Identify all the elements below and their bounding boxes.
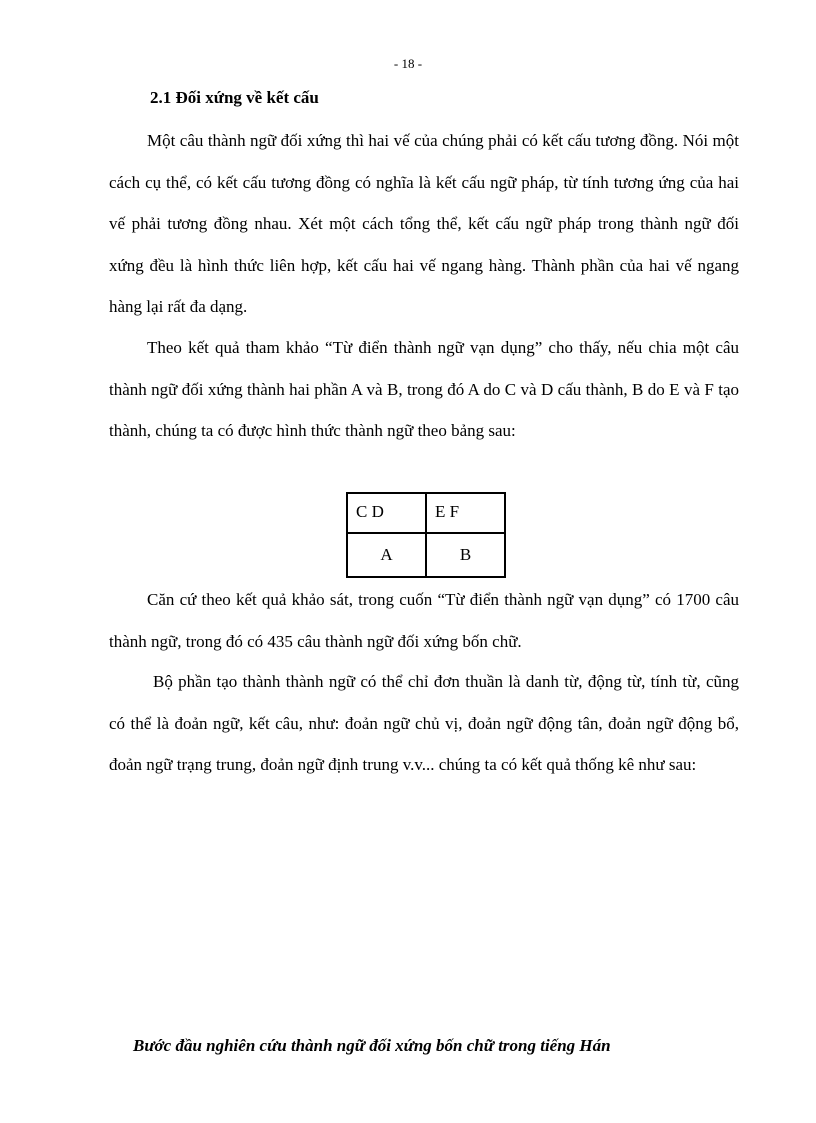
page-number: - 18 - [393, 56, 423, 71]
table-cell-b: B [426, 533, 505, 577]
section-heading: 2.1 Đối xứng về kết cấu [150, 88, 319, 107]
paragraph-structure-definition: Một câu thành ngữ đối xứng thì hai vế của chúng phải có kết cấu tương đồng. Nói một cách cụ thể, có kết cấu tương đồng có nghĩa là kết cấu ngữ pháp, từ tính tương ứng của hai vế phải tương đồng nhau. Xét một cách tổng thể, kết cấu ngữ pháp trong thành ngữ đối xứng đều là hình thức liên hợp, kết cấu hai vế ngang hàng. Thành phần của hai vế ngang hàng lại rất đa dạng. [109, 131, 739, 316]
table-row [347, 533, 505, 577]
table-cell-cd: C D [347, 493, 426, 533]
structure-table [346, 492, 506, 578]
table-cell-ef: E F [426, 493, 505, 533]
paragraph-dictionary-reference: Theo kết quả tham khảo “Từ điển thành ngữ vạn dụng” cho thấy, nếu chia một câu thành ngữ đối xứng thành hai phần A và B, trong đó A do C và D cấu thành, B do E và F tạo thành, chúng ta có được hình thức thành ngữ theo bảng sau: [109, 338, 739, 440]
table-row [347, 493, 505, 533]
paragraph-components: Bộ phần tạo thành thành ngữ có thể chỉ đơn thuần là danh từ, động từ, tính từ, cũng có thể là đoản ngữ, kết câu, như: đoản ngữ chủ vị, đoản ngữ động tân, đoản ngữ động bổ, đoản ngữ trạng trung, đoản ngữ định trung v.v... chúng ta có kết quả thống kê như sau: [109, 672, 739, 774]
table-cell-a: A [347, 533, 426, 577]
paragraph-survey-result: Căn cứ theo kết quả khảo sát, trong cuốn “Từ điển thành ngữ vạn dụng” có 1700 câu thành ngữ, trong đó có 435 câu thành ngữ đối xứng bốn chữ. [109, 590, 739, 651]
footer-title: Bước đầu nghiên cứu thành ngữ đối xứng bốn chữ trong tiếng Hán [133, 1036, 611, 1055]
